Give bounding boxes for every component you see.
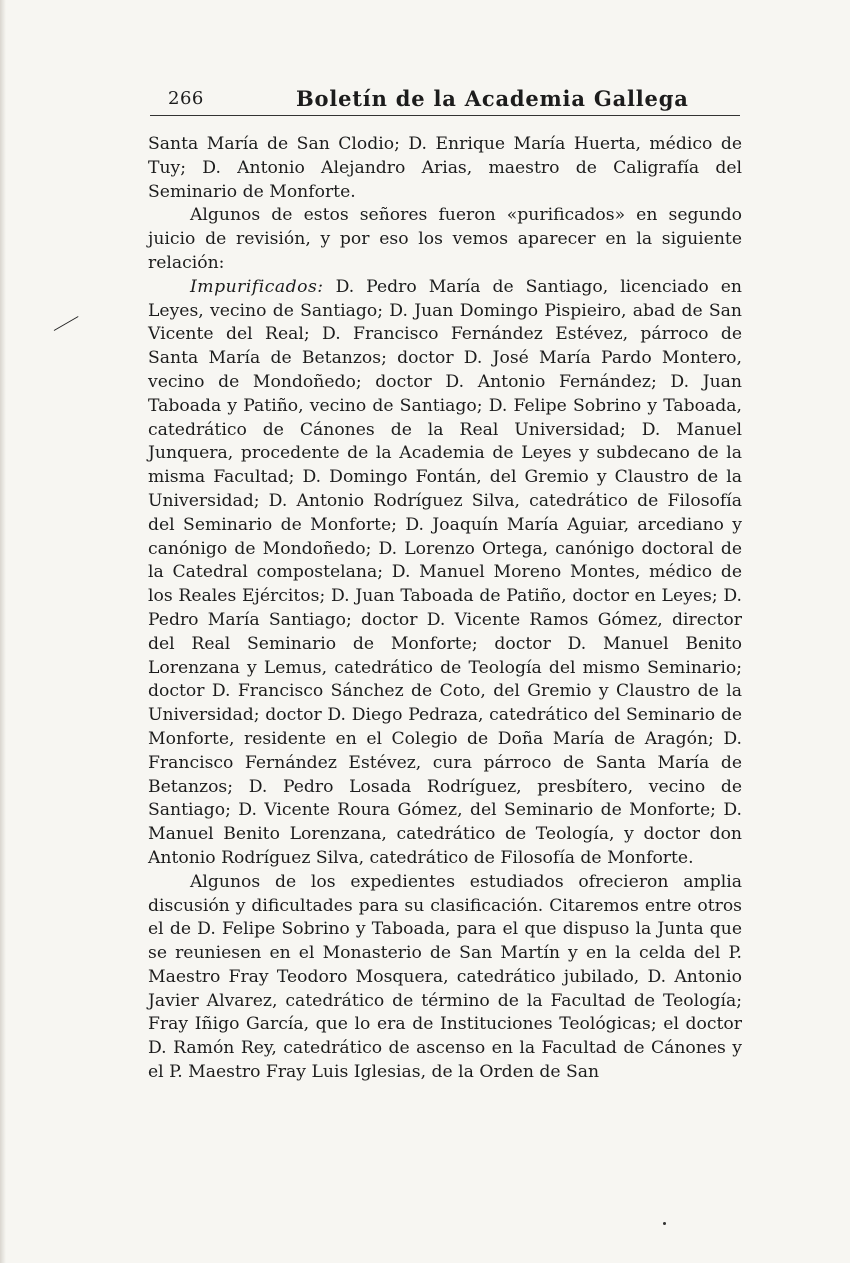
paragraph-continuation: Santa María de San Clodio; D. Enrique María Huerta, médico de Tuy; D. Antonio Alejandro Arias, maestro de Caligrafía del Seminario de Monforte.	[148, 134, 742, 202]
page-number: 266	[168, 88, 204, 109]
running-title: Boletín de la Academia Gallega	[296, 86, 689, 111]
paragraph-purificados: Algunos de estos señores fueron «purificados» en segundo juicio de revisión, y por eso los vemos aparecer en la siguiente relación:	[148, 205, 742, 273]
paragraph-expedientes: Algunos de los expedientes estudiados ofrecieron amplia discusión y dificultades para su clasificación. Citaremos entre otros el de D. Felipe Sobrino y Taboada, para el que dispuso la Junta que se reuniesen en el Monasterio de San Martín y en la celda del P. Maestro Fray Teodoro Mosquera, catedrático jubilado, D. Antonio Javier Alvarez, catedrático de término de la Facultad de Teología; Fray Iñigo García, que lo era de Instituciones Teológicas; el doctor D. Ramón Rey, catedrático de ascenso en la Facultad de Cánones y el P. Maestro Fray Luis Iglesias, de la Orden de San	[148, 871, 742, 1083]
running-header	[168, 86, 740, 116]
body-text	[148, 133, 742, 1085]
ink-speck	[663, 1222, 666, 1225]
impurificados-lead: Impurificados:	[190, 276, 324, 297]
impurificados-list: D. Pedro María de Santiago, licenciado en Leyes, vecino de Santiago; D. Juan Domingo Pispieiro, abad de San Vicente del Real; D. Francisco Fernández Estévez, párroco de Santa María de Betanzos; doctor D. José María Pardo Montero, vecino de Mondoñedo; doctor D. Antonio Fernández; D. Juan Taboada y Patiño, vecino de Santiago; D. Felipe Sobrino y Taboada, catedrático de Cánones de la Real Universidad; D. Manuel Junquera, procedente de la Academia de Leyes y subdecano de la misma Facultad; D. Domingo Fontán, del Gremio y Claustro de la Universidad; D. Antonio Rodríguez Silva, catedrático de Filosofía del Seminario de Monforte; D. Joaquín María Aguiar, arcediano y canónigo de Mondoñedo; D. Lorenzo Ortega, canónigo doctoral de la Catedral compostelana; D. Manuel Moreno Montes, médico de los Reales Ejércitos; D. Juan Taboada de Patiño, doctor en Leyes; D. Pedro María Santiago; doctor D. Vicente Ramos Gómez, director del Real Seminario de Monforte; doctor D. Manuel Benito Lorenzana y Lemus, catedrático de Teología del mismo Seminario; doctor D. Francisco Sánchez de Coto, del Gremio y Claustro de la Universidad; doctor D. Diego Pedraza, catedrático del Seminario de Monforte, residente en el Colegio de Doña María de Aragón; D. Francisco Fernández Estévez, cura párroco de Santa María de Betanzos; D. Pedro Losada Rodríguez, presbítero, vecino de Santiago; D. Vicente Roura Gómez, del Seminario de Monforte; D. Manuel Benito Lorenzana, catedrático de Teología, y doctor don Antonio Rodríguez Silva, catedrático de Filosofía de Monforte.	[148, 276, 742, 868]
header-rule	[150, 115, 740, 116]
paragraph-impurificados	[148, 276, 742, 871]
page-edge	[0, 0, 6, 1263]
margin-pencil-mark	[54, 316, 79, 331]
